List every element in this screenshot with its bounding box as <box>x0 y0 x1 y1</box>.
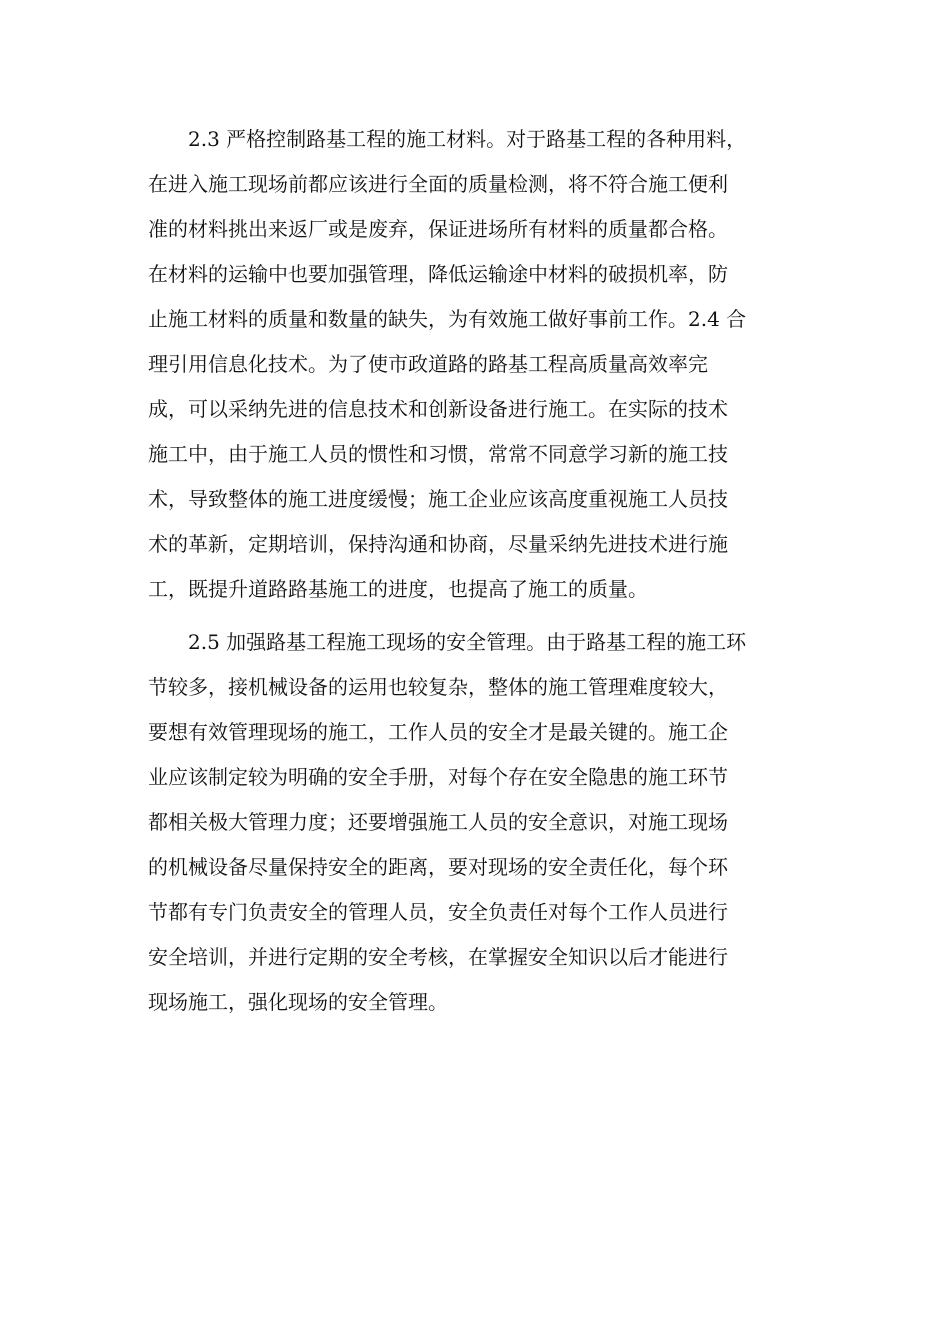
paragraph-2-line-1: 2.5 加强路基工程施工现场的安全管理。由于路基工程的施工环 <box>188 630 747 654</box>
paragraph-1-line-5: 止施工材料的质量和数量的缺失，为有效施工做好事前工作。2.4 合 <box>148 307 747 331</box>
paragraph-1-line-6: 理引用信息化技术。为了使市政道路的路基工程高质量高效率完 <box>148 352 708 376</box>
body-text <box>148 117 808 1025</box>
paragraph-2-line-7: 节都有专门负责安全的管理人员，安全负责任对每个工作人员进行 <box>148 900 728 924</box>
paragraph-2-line-5: 都相关极大管理力度；还要增强施工人员的安全意识，对施工现场 <box>148 810 728 834</box>
paragraph-2-line-4: 业应该制定较为明确的安全手册，对每个存在安全隐患的施工环节 <box>148 765 728 789</box>
paragraph-1-line-10: 术的革新，定期培训，保持沟通和协商，尽量采纳先进技术进行施 <box>148 532 728 556</box>
paragraph-2-line-9: 现场施工，强化现场的安全管理。 <box>148 990 448 1014</box>
paragraph-1-line-7: 成，可以采纳先进的信息技术和创新设备进行施工。在实际的技术 <box>148 397 728 421</box>
paragraph-1-line-3: 准的材料挑出来返厂或是废弃，保证进场所有材料的质量都合格。 <box>148 217 728 241</box>
paragraph-2-line-6: 的机械设备尽量保持安全的距离，要对现场的安全责任化，每个环 <box>148 855 728 879</box>
paragraph-1-line-1: 2.3 严格控制路基工程的施工材料。对于路基工程的各种用料， <box>188 127 747 151</box>
paragraph-1-line-4: 在材料的运输中也要加强管理，降低运输途中材料的破损机率，防 <box>148 262 728 286</box>
paragraph-2-line-2: 节较多，接机械设备的运用也较复杂，整体的施工管理难度较大， <box>148 675 728 699</box>
paragraph-1-line-2: 在进入施工现场前都应该进行全面的质量检测，将不符合施工便利 <box>148 172 728 196</box>
paragraph-1-line-11: 工，既提升道路路基施工的进度，也提高了施工的质量。 <box>148 577 648 601</box>
paragraph-2-line-3: 要想有效管理现场的施工，工作人员的安全才是最关键的。施工企 <box>148 720 728 744</box>
paragraph-2-line-8: 安全培训，并进行定期的安全考核，在掌握安全知识以后才能进行 <box>148 945 728 969</box>
paragraph-1-line-9: 术，导致整体的施工进度缓慢；施工企业应该高度重视施工人员技 <box>148 487 728 511</box>
paragraph-1-line-8: 施工中，由于施工人员的惯性和习惯，常常不同意学习新的施工技 <box>148 442 728 466</box>
